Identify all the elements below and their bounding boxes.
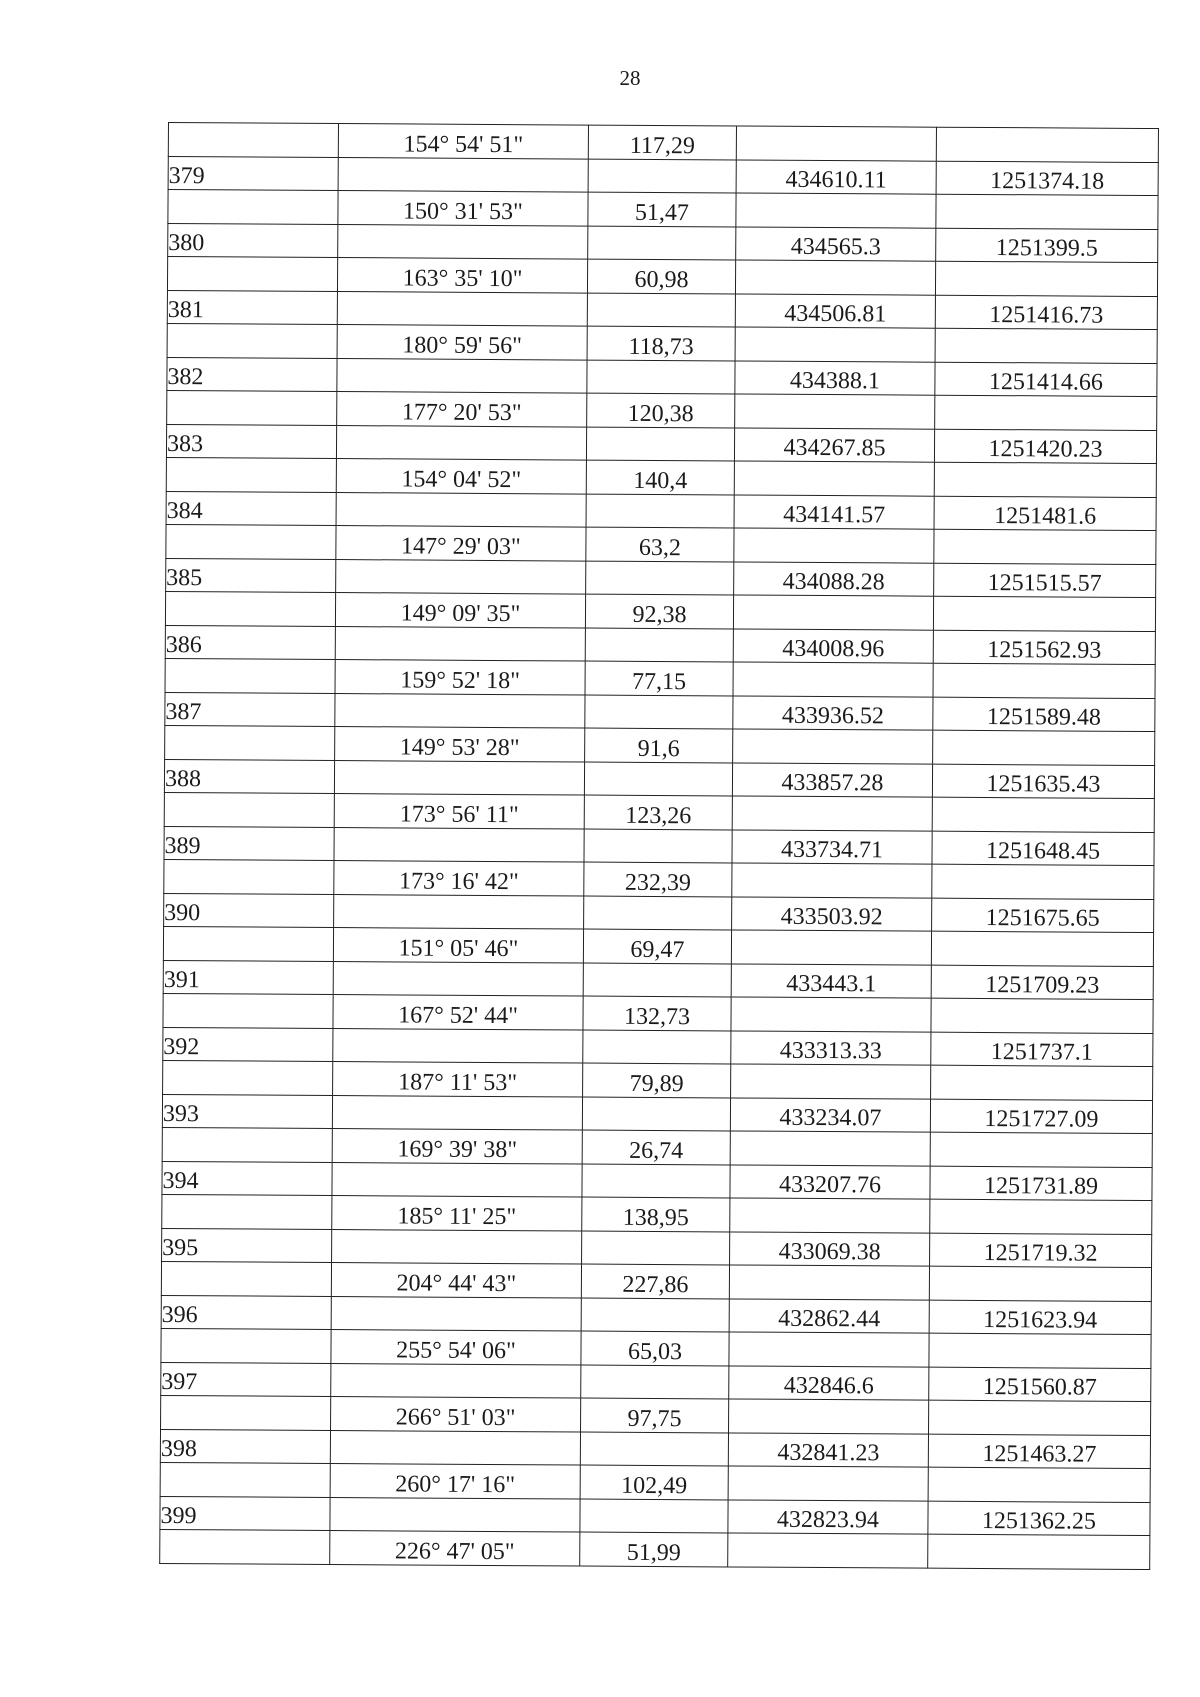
x-coordinate-cell: 432862.44 [729,1298,929,1333]
x-coordinate-cell [733,729,933,764]
distance-cell [586,427,734,461]
distance-cell [587,360,735,394]
point-id-cell: 396 [161,1295,331,1330]
x-coordinate-cell [729,1332,929,1367]
point-id-cell: 385 [166,558,336,593]
point-id-cell: 384 [166,491,336,526]
point-id-cell [162,1194,332,1229]
x-coordinate-cell: 434565.3 [736,226,936,261]
y-coordinate-cell [929,1400,1151,1435]
x-coordinate-cell: 434088.28 [734,561,934,596]
distance-cell [580,1499,728,1533]
point-id-cell [166,524,336,559]
distance-cell [586,494,734,528]
distance-cell [588,159,736,193]
distance-cell: 79,89 [583,1063,731,1097]
y-coordinate-cell [931,998,1153,1033]
distance-cell: 69,47 [583,929,731,963]
point-id-cell [168,190,338,225]
coordinate-table-body [160,123,1159,1570]
point-id-cell [165,658,335,693]
coordinate-table [159,122,1159,1570]
point-id-cell [163,1060,333,1095]
y-coordinate-cell [928,1534,1150,1569]
distance-cell [581,1298,729,1332]
y-coordinate-cell: 1251420.23 [934,429,1156,464]
y-coordinate-cell: 1251481.6 [934,496,1156,531]
direction-angle-cell [332,1162,582,1197]
point-id-cell: 387 [165,692,335,727]
distance-cell [587,293,735,327]
y-coordinate-cell: 1251719.32 [930,1233,1152,1268]
direction-angle-cell: 177° 20' 53" [337,392,587,427]
point-id-cell: 393 [162,1094,332,1129]
x-coordinate-cell: 432841.23 [728,1432,928,1467]
x-coordinate-cell: 433207.76 [730,1164,930,1199]
x-coordinate-cell: 434610.11 [736,159,936,194]
direction-angle-cell: 187° 11' 53" [333,1062,583,1097]
distance-cell [583,963,731,997]
x-coordinate-cell: 434267.85 [734,427,934,462]
x-coordinate-cell [736,193,936,228]
y-coordinate-cell: 1251589.48 [933,697,1155,732]
distance-cell: 138,95 [582,1197,730,1231]
direction-angle-cell: 173° 56' 11" [334,794,584,829]
direction-angle-cell: 226° 47' 05" [330,1531,580,1566]
y-coordinate-cell [930,1199,1152,1234]
y-coordinate-cell [931,931,1153,966]
direction-angle-cell: 173° 16' 42" [334,861,584,896]
y-coordinate-cell [933,730,1155,765]
distance-cell: 26,74 [582,1130,730,1164]
distance-cell: 77,15 [585,661,733,695]
x-coordinate-cell: 433734.71 [732,829,932,864]
y-coordinate-cell [935,261,1157,296]
distance-cell [582,1164,730,1198]
y-coordinate-cell [932,864,1154,899]
point-id-cell [161,1261,331,1296]
y-coordinate-cell [932,797,1154,832]
direction-angle-cell: 151° 05' 46" [333,928,583,963]
distance-cell: 132,73 [583,996,731,1030]
distance-cell: 92,38 [585,594,733,628]
distance-cell: 97,75 [581,1398,729,1432]
distance-cell: 123,26 [584,795,732,829]
direction-angle-cell: 159° 52' 18" [335,660,585,695]
y-coordinate-cell [929,1333,1151,1368]
direction-angle-cell [333,961,583,996]
point-id-cell: 395 [162,1228,332,1263]
y-coordinate-cell: 1251374.18 [936,161,1158,196]
distance-cell: 117,29 [588,125,736,159]
distance-cell: 232,39 [584,862,732,896]
direction-angle-cell: 255° 54' 06" [331,1330,581,1365]
y-coordinate-cell [933,663,1155,698]
point-id-cell [168,123,338,158]
distance-cell [583,1030,731,1064]
distance-cell [584,762,732,796]
direction-angle-cell [331,1363,581,1398]
point-id-cell [165,591,335,626]
x-coordinate-cell [731,1064,931,1099]
x-coordinate-cell [728,1466,928,1501]
y-coordinate-cell [936,194,1158,229]
point-id-cell [161,1328,331,1363]
x-coordinate-cell [731,997,931,1032]
direction-angle-cell: 149° 09' 35" [335,593,585,628]
direction-angle-cell [332,1095,582,1130]
direction-angle-cell: 169° 39' 38" [332,1129,582,1164]
point-id-cell [164,859,334,894]
direction-angle-cell: 185° 11' 25" [332,1196,582,1231]
x-coordinate-cell [733,595,933,630]
x-coordinate-cell [729,1399,929,1434]
x-coordinate-cell [736,126,936,161]
distance-cell [584,896,732,930]
x-coordinate-cell [735,327,935,362]
y-coordinate-cell [928,1467,1150,1502]
direction-angle-cell [336,492,586,527]
x-coordinate-cell: 432823.94 [728,1499,928,1534]
direction-angle-cell [337,291,587,326]
direction-angle-cell [330,1497,580,1532]
point-id-cell [165,725,335,760]
distance-cell: 227,86 [581,1264,729,1298]
direction-angle-cell: 147° 29' 03" [336,526,586,561]
point-id-cell: 399 [160,1496,330,1531]
point-id-cell: 382 [167,357,337,392]
distance-cell [586,561,734,595]
x-coordinate-cell [733,662,933,697]
point-id-cell [164,792,334,827]
direction-angle-cell [337,358,587,393]
distance-cell [585,695,733,729]
direction-angle-cell: 204° 44' 43" [331,1263,581,1298]
distance-cell: 51,47 [588,192,736,226]
point-id-cell [160,1529,330,1564]
direction-angle-cell: 154° 54' 51" [338,124,588,159]
point-id-cell [167,257,337,292]
y-coordinate-cell: 1251675.65 [932,898,1154,933]
direction-angle-cell: 150° 31' 53" [338,191,588,226]
y-coordinate-cell [935,328,1157,363]
x-coordinate-cell [732,796,932,831]
direction-angle-cell [335,626,585,661]
point-id-cell: 383 [166,424,336,459]
point-id-cell: 389 [164,826,334,861]
distance-cell [585,628,733,662]
point-id-cell: 388 [164,759,334,794]
x-coordinate-cell: 433443.1 [731,963,931,998]
point-id-cell: 386 [165,625,335,660]
y-coordinate-cell: 1251362.25 [928,1501,1150,1536]
x-coordinate-cell [734,461,934,496]
point-id-cell: 390 [164,893,334,928]
y-coordinate-cell: 1251414.66 [935,362,1157,397]
y-coordinate-cell [934,462,1156,497]
direction-angle-cell [332,1229,582,1264]
point-id-cell: 392 [163,1027,333,1062]
distance-cell: 63,2 [586,527,734,561]
direction-angle-cell: 266° 51' 03" [331,1397,581,1432]
direction-angle-cell: 180° 59' 56" [337,325,587,360]
direction-angle-cell: 260° 17' 16" [330,1464,580,1499]
point-id-cell [160,1462,330,1497]
y-coordinate-cell: 1251727.09 [930,1099,1152,1134]
y-coordinate-cell [933,596,1155,631]
x-coordinate-cell: 433069.38 [730,1231,930,1266]
x-coordinate-cell [735,260,935,295]
y-coordinate-cell: 1251731.89 [930,1166,1152,1201]
x-coordinate-cell: 434506.81 [735,293,935,328]
segment-row [160,1529,1150,1569]
distance-cell [582,1097,730,1131]
point-id-cell [167,390,337,425]
direction-angle-cell [333,1028,583,1063]
distance-cell [584,829,732,863]
x-coordinate-cell [729,1265,929,1300]
point-id-cell [166,457,336,492]
x-coordinate-cell: 433936.52 [733,695,933,730]
point-id-cell [161,1395,331,1430]
y-coordinate-cell [934,529,1156,564]
point-id-cell: 380 [168,223,338,258]
x-coordinate-cell: 434141.57 [734,494,934,529]
direction-angle-cell [330,1430,580,1465]
distance-cell: 60,98 [587,259,735,293]
y-coordinate-cell: 1251463.27 [928,1434,1150,1469]
point-id-cell [167,323,337,358]
direction-angle-cell [338,224,588,259]
direction-angle-cell [336,425,586,460]
y-coordinate-cell [936,127,1158,162]
y-coordinate-cell: 1251635.43 [932,764,1154,799]
point-id-cell: 398 [160,1429,330,1464]
point-id-cell: 397 [161,1362,331,1397]
distance-cell [580,1432,728,1466]
point-id-cell [163,993,333,1028]
direction-angle-cell [334,760,584,795]
distance-cell: 140,4 [586,460,734,494]
y-coordinate-cell [930,1132,1152,1167]
point-id-cell: 379 [168,156,338,191]
y-coordinate-cell: 1251648.45 [932,831,1154,866]
distance-cell: 102,49 [580,1465,728,1499]
direction-angle-cell [338,157,588,192]
point-id-cell: 391 [163,960,333,995]
direction-angle-cell: 163° 35' 10" [337,258,587,293]
x-coordinate-cell [731,930,931,965]
distance-cell [581,1365,729,1399]
x-coordinate-cell: 433234.07 [730,1097,930,1132]
direction-angle-cell [331,1296,581,1331]
x-coordinate-cell: 433503.92 [732,896,932,931]
direction-angle-cell: 149° 53' 28" [335,727,585,762]
y-coordinate-cell: 1251560.87 [929,1367,1151,1402]
distance-cell: 118,73 [587,326,735,360]
direction-angle-cell [334,894,584,929]
x-coordinate-cell: 433313.33 [731,1030,931,1065]
point-id-cell [162,1127,332,1162]
y-coordinate-cell: 1251709.23 [931,965,1153,1000]
distance-cell [588,226,736,260]
direction-angle-cell [335,693,585,728]
x-coordinate-cell [728,1533,928,1568]
point-id-cell: 381 [167,290,337,325]
distance-cell: 51,99 [580,1532,728,1566]
direction-angle-cell: 167° 52' 44" [333,995,583,1030]
point-id-cell [163,926,333,961]
direction-angle-cell: 154° 04' 52" [336,459,586,494]
x-coordinate-cell [730,1131,930,1166]
x-coordinate-cell [732,863,932,898]
y-coordinate-cell: 1251623.94 [929,1300,1151,1335]
distance-cell: 65,03 [581,1331,729,1365]
y-coordinate-cell: 1251416.73 [935,295,1157,330]
point-id-cell: 394 [162,1161,332,1196]
page-number: 28 [619,66,641,90]
direction-angle-cell [334,827,584,862]
y-coordinate-cell: 1251515.57 [934,563,1156,598]
distance-cell: 91,6 [585,728,733,762]
x-coordinate-cell: 434008.96 [733,628,933,663]
x-coordinate-cell [735,394,935,429]
direction-angle-cell [336,559,586,594]
distance-cell [582,1231,730,1265]
y-coordinate-cell: 1251737.1 [931,1032,1153,1067]
distance-cell: 120,38 [587,393,735,427]
y-coordinate-cell [931,1065,1153,1100]
x-coordinate-cell: 433857.28 [732,762,932,797]
x-coordinate-cell: 434388.1 [735,360,935,395]
x-coordinate-cell: 432846.6 [729,1365,929,1400]
y-coordinate-cell [935,395,1157,430]
y-coordinate-cell: 1251562.93 [933,630,1155,665]
x-coordinate-cell [730,1198,930,1233]
x-coordinate-cell [734,528,934,563]
y-coordinate-cell: 1251399.5 [936,228,1158,263]
y-coordinate-cell [929,1266,1151,1301]
